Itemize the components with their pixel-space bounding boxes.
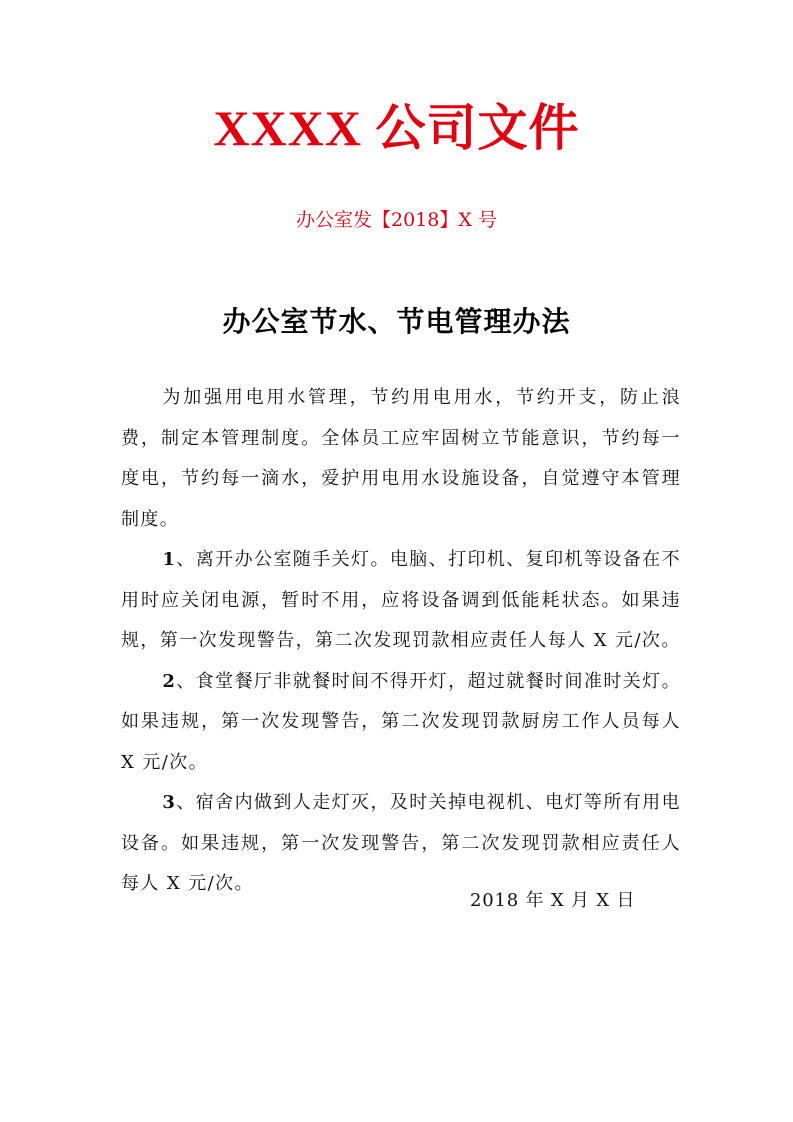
rule-paragraph-1 bbox=[121, 540, 681, 662]
rule-text: 、离开办公室随手关灯。电脑、打印机、复印机等设备在不用时应关闭电源，暂时不用，应将设备调到低能耗状态。如果违规，第一次发现警告，第二次发现罚款相应责任人每人 X 元/次。 bbox=[121, 549, 681, 651]
rule-text: 、食堂餐厅非就餐时间不得开灯，超过就餐时间准时关灯。如果违规，第一次发现警告，第二次发现罚款厨房工作人员每人 X 元/次。 bbox=[121, 670, 681, 773]
rule-number: 1 bbox=[162, 549, 177, 570]
rule-text: 、宿舍内做到人走灯灭，及时关掉电视机、电灯等所有用电设备。如果违规，第一次发现警告，第二次发现罚款相应责任人每人 X 元/次。 bbox=[121, 792, 681, 894]
document-masthead: XXXX 公司文件 bbox=[213, 100, 580, 156]
document-title: 办公室节水、节电管理办法 bbox=[222, 305, 571, 338]
document-date: 2018 年 X 月 X 日 bbox=[470, 890, 636, 911]
document-body bbox=[121, 378, 681, 905]
rule-paragraph-2 bbox=[121, 662, 681, 784]
intro-paragraph: 为加强用电用水管理，节约用电用水，节约开支，防止浪费，制定本管理制度。全体员工应牢固树立节能意识，节约每一度电，节约每一滴水，爱护用电用水设施设备，自觉遵守本管理制度。 bbox=[121, 387, 681, 530]
rule-number: 3 bbox=[162, 792, 177, 813]
document-number: 办公室发【2018】X 号 bbox=[296, 209, 497, 231]
rule-number: 2 bbox=[162, 670, 177, 692]
